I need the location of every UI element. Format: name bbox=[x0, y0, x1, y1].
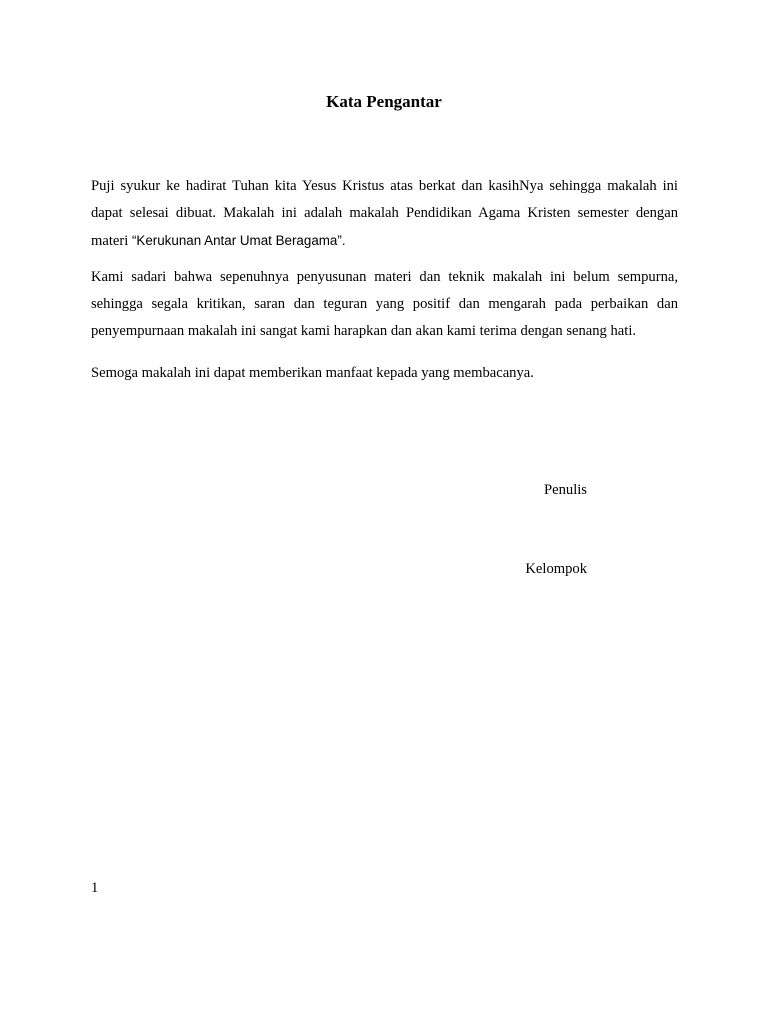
signature-role: Penulis bbox=[544, 482, 587, 498]
signature-name: Kelompok bbox=[525, 561, 587, 577]
paragraph-intro-topic: “Kerukunan Antar Umat Beragama”. bbox=[131, 233, 346, 248]
paragraph-intro-text: Puji syukur ke hadirat Tuhan kita Yesus Kristus atas berkat dan kasihNya sehingga makalah ini dapat selesai dibuat. Makalah ini adalah makalah Pendidikan Agama Kristen semester dengan materi bbox=[91, 178, 678, 249]
page-number: 1 bbox=[91, 880, 99, 896]
paragraph-acknowledgement: Kami sadari bahwa sepenuhnya penyusunan materi dan teknik makalah ini belum sempurna, sehingga segala kritikan, saran dan teguran yang positif dan mengarah pada perbaikan dan penyempurnaan makalah ini sangat kami harapkan dan akan kami terima dengan senang hati. bbox=[91, 269, 678, 339]
paragraph-closing: Semoga makalah ini dapat memberikan manfaat kepada yang membacanya. bbox=[91, 365, 534, 381]
page-title: Kata Pengantar bbox=[326, 92, 442, 111]
paragraph-intro bbox=[91, 173, 678, 255]
